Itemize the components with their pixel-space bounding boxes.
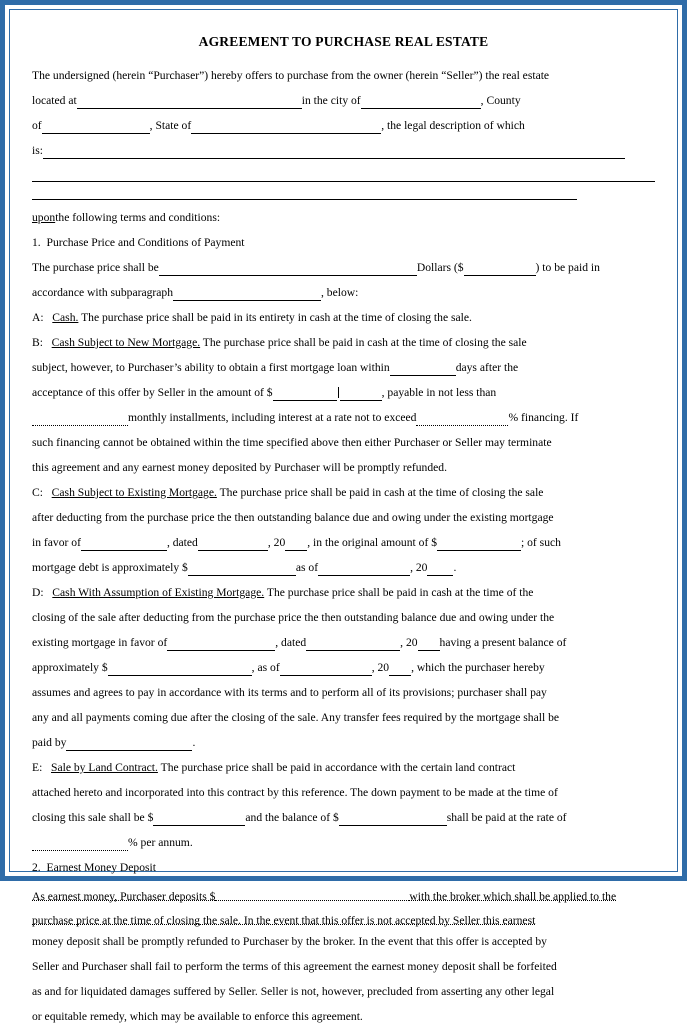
intro-of-label: of [32,118,42,132]
item-d-body-1: The purchase price shall be paid in cash at the time of the [264,585,534,599]
item-e-body-4: and the balance of $ [245,810,339,824]
blank-as-of-date-d[interactable] [280,664,372,676]
item-c-body-6: , in the original amount of $ [307,535,437,549]
item-e-body-5: shall be paid at the rate of [446,810,567,824]
item-b [32,335,655,351]
upon-underlined: upon [32,210,56,224]
item-c-line-2 [32,510,655,526]
item-e-letter: E: [32,760,43,774]
blank-city[interactable] [361,97,481,109]
blank-mortgage-date-d[interactable] [306,639,400,651]
item-d-body-14: . [192,735,196,749]
item-e [32,760,655,776]
section-2-line-2 [32,910,655,926]
intro-line-3 [32,118,655,134]
section-2-title: Earnest Money Deposit [46,860,156,874]
item-a-title: Cash. [52,310,79,324]
text-cursor [338,387,339,398]
item-b-letter: B: [32,335,43,349]
blank-legal-description-3[interactable] [32,186,577,200]
document-page [9,9,678,1024]
item-b-body-3: days after the [455,360,519,374]
blank-mortgage-holder-d[interactable] [167,639,275,651]
item-b-body-8: such financing cannot be obtained within the time specified above then either Purchaser or Seller may terminate [32,435,552,449]
item-b-body-1: The purchase price shall be paid in cash at the time of closing the sale [200,335,527,349]
intro-line-4 [32,143,655,159]
blank-as-of-date-c[interactable] [318,564,410,576]
blank-purchase-price-amount[interactable] [464,264,536,276]
blank-purchase-price-words[interactable] [159,264,417,276]
blank-loan-days[interactable] [390,364,456,376]
purchase-price-paid-label: ) to be paid in [535,260,600,274]
blank-legal-description-1[interactable] [43,147,625,159]
blank-mortgage-date-c[interactable] [198,539,268,551]
blank-legal-description-2[interactable] [32,168,655,182]
blank-balance-e[interactable] [339,814,447,826]
item-d-line-3 [32,635,655,651]
item-d-body-8: , as of [251,660,280,674]
subparagraph-label: accordance with subparagraph [32,285,173,299]
item-c-body-2: after deducting from the purchase price the then outstanding balance due and owing under the existing mortgage [32,510,554,524]
item-a [32,310,655,326]
page-title: AGREEMENT TO PURCHASE REAL ESTATE [198,34,489,49]
section-2-line-5 [32,984,655,1000]
item-c-letter: C: [32,485,43,499]
item-e-body-1: The purchase price shall be paid in accordance with the certain land contract [157,760,516,774]
intro-county-label: , County [480,93,521,107]
item-c-title: Cash Subject to Existing Mortgage. [51,485,217,499]
section-2-body-7: or equitable remedy, which may be available to enforce this agreement. [32,1010,363,1024]
section-2-body-6: as and for liquidated damages suffered by Seller. Seller is not, however, precluded from asserting any other legal [32,985,555,999]
section-2-line-6 [32,1009,655,1025]
purchase-price-line-1 [32,260,655,276]
item-c-line-4 [32,560,655,576]
item-c-body-1: The purchase price shall be paid in cash at the time of closing the sale [216,485,544,499]
item-c-body-5: , 20 [267,535,286,549]
intro-located-at-label: located at [32,93,77,107]
blank-installments[interactable] [32,414,128,426]
item-d [32,585,655,601]
section-2-body-3: purchase price at the time of closing the sale. In the event that this offer is not accepted by Seller this earnest [32,914,536,928]
item-b-line-6 [32,460,655,476]
blank-loan-amount-2[interactable] [340,389,382,401]
item-b-line-3 [32,385,655,401]
item-d-body-12: any and all payments coming due after the closing of the sale. Any transfer fees required by the mortgage shall be [32,710,560,724]
item-d-body-11: assumes and agrees to pay in accordance with its terms and to perform all of its provisions; purchaser shall pay [32,685,547,699]
section-2-line-3 [32,934,655,950]
intro-state-label: , State of [149,118,192,132]
item-b-body-2: subject, however, to Purchaser’s ability to obtain a first mortgage loan within [32,360,390,374]
item-d-title: Cash With Assumption of Existing Mortgage. [52,585,265,599]
upon-rest: the following terms and conditions: [55,210,221,224]
item-c-body-10: , 20 [410,560,428,574]
item-b-body-6: monthly installments, including interest at a rate not to exceed [128,410,417,424]
item-b-line-5 [32,435,655,451]
item-c-body-9: as of [295,560,319,574]
item-a-letter: A: [32,310,44,324]
item-d-body-5: , 20 [400,635,418,649]
item-c-body-7: ; of such [521,535,561,549]
blank-loan-amount[interactable] [273,389,337,401]
item-c-line-3 [32,535,655,551]
section-2-body-2: with the broker which shall be applied to the [409,889,617,903]
item-d-body-9: , 20 [371,660,390,674]
item-d-line-5 [32,685,655,701]
item-c-body-11: . [453,560,457,574]
section-2-line-1 [32,885,655,901]
blank-as-of-year-d[interactable] [389,664,411,676]
item-d-body-13: paid by [32,735,67,749]
intro-legal-desc-label: , the legal description of which [381,118,525,132]
item-b-line-4 [32,410,655,426]
blank-original-amount-c[interactable] [437,539,521,551]
intro-line-1 [32,68,655,84]
item-c [32,485,655,501]
item-d-line-2 [32,610,655,626]
blank-transfer-fees-payer[interactable] [66,739,192,751]
intro-text-1: The undersigned (herein “Purchaser”) hereby offers to purchase from the owner (herein “Seller”) the real estate [32,69,550,82]
section-2-body-4: money deposit shall be promptly refunded to Purchaser by the broker. In the event that this offer is accepted by [32,935,547,949]
section-2-heading [32,860,655,876]
section-1-number: 1. [32,235,41,249]
blank-mortgage-year-d[interactable] [418,639,440,651]
blank-down-payment[interactable] [153,814,245,826]
item-d-line-6 [32,710,655,726]
item-d-body-2: closing of the sale after deducting from the purchase price the then outstanding balance due and owing under the [32,610,555,624]
item-d-line-4 [32,660,655,676]
item-e-line-3 [32,810,655,826]
section-1-heading [32,235,655,251]
item-b-title: Cash Subject to New Mortgage. [51,335,201,349]
blank-state[interactable] [191,122,381,134]
item-e-body-6: % per annum. [128,835,193,849]
purchase-price-label: The purchase price shall be [32,260,159,274]
item-a-body: The purchase price shall be paid in its entirety in cash at the time of closing the sale. [78,310,472,324]
blank-as-of-year-c[interactable] [427,564,453,576]
blank-approx-balance-d[interactable] [108,664,252,676]
blank-located-at[interactable] [77,97,302,109]
item-d-body-7: approximately $ [32,660,108,674]
purchase-price-dollars-label: Dollars ($ [416,260,464,274]
item-d-letter: D: [32,585,44,599]
item-d-body-3: existing mortgage in favor of [32,635,168,649]
blank-subparagraph[interactable] [173,289,321,301]
item-d-body-10: , which the purchaser hereby [411,660,545,674]
blank-interest-rate[interactable] [416,414,508,426]
intro-line-2 [32,93,655,109]
blank-rate-e[interactable] [32,839,128,851]
item-b-body-5: , payable in not less than [381,385,497,399]
item-d-body-4: , dated [275,635,307,649]
section-2-line-4 [32,959,655,975]
item-d-body-6: having a present balance of [439,635,567,649]
item-d-line-7 [32,735,655,751]
purchase-price-line-2 [32,285,655,301]
item-b-body-4: acceptance of this offer by Seller in the amount of $ [32,385,273,399]
section-1-title: Purchase Price and Conditions of Payment [46,235,245,249]
blank-mortgage-year-c[interactable] [285,539,307,551]
earnest-money-deposit-label: As earnest money, Purchaser deposits $ [32,889,216,903]
item-b-body-9: this agreement and any earnest money deposited by Purchaser will be promptly refunded. [32,460,447,474]
item-e-body-2: attached hereto and incorporated into this contract by this reference. The down payment to be made at the time of [32,785,558,799]
blank-earnest-money-amount[interactable] [215,889,409,901]
upon-terms-line [32,210,655,226]
item-e-line-4 [32,835,655,851]
section-2-number: 2. [32,860,41,874]
intro-is-label: is: [32,143,43,157]
item-c-body-8: mortgage debt is approximately $ [32,560,188,574]
item-c-body-4: , dated [166,535,198,549]
item-b-body-7: % financing. If [508,410,579,424]
item-e-body-3: closing this sale shall be $ [32,810,154,824]
blank-county[interactable] [42,122,150,134]
item-e-title: Sale by Land Contract. [51,760,158,774]
below-label: , below: [321,285,359,299]
intro-city-label: in the city of [301,93,361,107]
blank-mortgage-holder-c[interactable] [81,539,167,551]
section-2-body-5: Seller and Purchaser shall fail to perform the terms of this agreement the earnest money deposit shall be forfeited [32,960,557,974]
item-c-body-3: in favor of [32,535,81,549]
blank-debt-approx-c[interactable] [188,564,296,576]
item-b-line-2 [32,360,655,376]
item-e-line-2 [32,785,655,801]
